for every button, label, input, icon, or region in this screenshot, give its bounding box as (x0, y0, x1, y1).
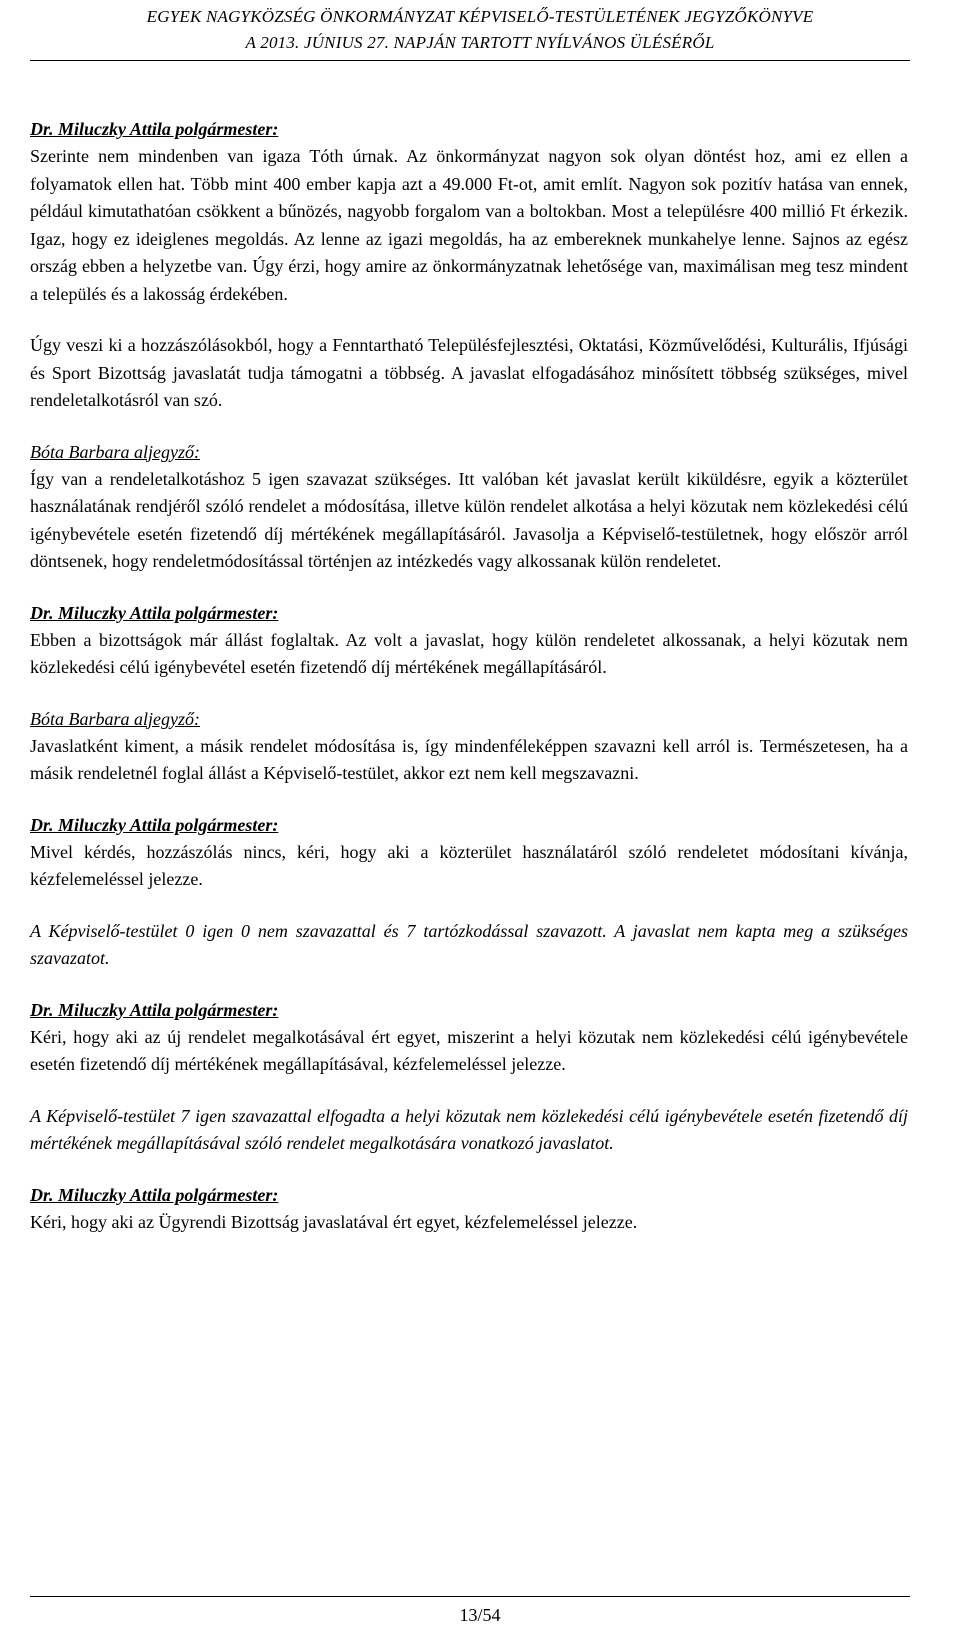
speaker-label: Dr. Miluczky Attila polgármester: (30, 814, 279, 835)
paragraph-text: Javaslatként kiment, a másik rendelet módosítása is, így mindenféleképpen szavazni kell arról is. Természetesen, ha a másik rendeletnél foglal állást a Képviselő-testület, akkor ezt nem kell megszavazni. (30, 735, 908, 783)
header-divider (30, 60, 910, 61)
paragraph-text: Mivel kérdés, hozzászólás nincs, kéri, hogy aki a közterület használatáról szóló rendeletet módosítani kívánja, kézfelemeléssel jelezze. (30, 841, 908, 889)
transcript-block (30, 600, 908, 682)
speaker-label: Dr. Miluczky Attila polgármester: (30, 999, 279, 1020)
footer-divider (30, 1596, 910, 1597)
speaker-label: Dr. Miluczky Attila polgármester: (30, 1184, 279, 1205)
speaker-label: Bóta Barbara aljegyző: (30, 441, 200, 462)
transcript-block (30, 997, 908, 1079)
resolution-text: A Képviselő-testület 7 igen szavazattal elfogadta a helyi közutak nem közlekedési célú igénybevétele esetén fizetendő díj mértékének megállapításával szóló rendelet megalkotására vonatkozó javaslatot. (30, 1105, 908, 1153)
speaker-label: Dr. Miluczky Attila polgármester: (30, 119, 279, 139)
transcript-block (30, 439, 908, 576)
page-number: 13/54 (459, 1605, 501, 1625)
header-title-line: EGYEK NAGYKÖZSÉG ÖNKORMÁNYZAT KÉPVISELŐ-TESTÜLETÉNEK JEGYZŐKÖNYVE (146, 7, 814, 26)
header-subtitle-line: A 2013. JÚNIUS 27. NAPJÁN TARTOTT NYÍLVÁNOS ÜLÉSÉRŐL (245, 33, 715, 52)
transcript-block (30, 1182, 908, 1237)
document-header (0, 4, 960, 56)
paragraph-text: Kéri, hogy aki az Ügyrendi Bizottság javaslatával ért egyet, kézfelemeléssel jelezze. (30, 1211, 638, 1232)
paragraph-text: Kéri, hogy aki az új rendelet megalkotásával ért egyet, miszerint a helyi közutak nem közlekedési célú igénybevétele esetén fizetendő díj mértékének megállapításával, kézfelemeléssel jelezze. (30, 1026, 908, 1074)
resolution-text: A Képviselő-testület 0 igen 0 nem szavazattal és 7 tartózkodással szavazott. A javaslat nem kapta meg a szükséges szavazatot. (30, 920, 908, 968)
paragraph-text: Úgy veszi ki a hozzászólásokból, hogy a Fenntartható Településfejlesztési, Oktatási, Közművelődési, Kulturális, Ifjúsági és Sport Bizottság javaslatát tudja támogatni a többség. A javaslat elfogadásához minősített többség szükséges, mivel rendeletalkotásról van szó. (30, 335, 908, 410)
transcript-block (30, 812, 908, 894)
paragraph-text: Szerinte nem mindenben van igaza Tóth úrnak. Az önkormányzat nagyon sok olyan döntést hoz, ami ez ellen a folyamatok ellen hat. Több mint 400 ember kapja azt a 49.000 Ft-ot, amit említ. Nagyon sok pozitív hatása van ennek, például kimutathatóan csökkent a bűnözés, nagyobb forgalom van a boltokban. Most a településre 400 millió Ft érkezik. Igaz, hogy ez ideiglenes megoldás. Az lenne az igazi megoldás, ha az embereknek munkahelye lenne. Sajnos az egész ország ebben a helyzetbe van. Úgy érzi, hogy amire az önkormányzatnak lehetősége van, maximálisan meg tesz mindent a település és a lakosság érdekében. (30, 146, 908, 304)
paragraph-text: Ebben a bizottságok már állást foglaltak. Az volt a javaslat, hogy külön rendeletet alkossanak, a helyi közutak nem közlekedési célú igénybevétel esetén fizetendő díj mértékének megállapításáról. (30, 629, 908, 677)
transcript-block (30, 706, 908, 788)
speaker-label: Dr. Miluczky Attila polgármester: (30, 602, 279, 623)
transcript-block (30, 918, 908, 973)
transcript-block (30, 332, 908, 415)
speaker-label: Bóta Barbara aljegyző: (30, 708, 200, 729)
transcript-block (30, 116, 908, 308)
transcript-block (30, 1103, 908, 1158)
document-body (30, 116, 908, 1260)
paragraph-text: Így van a rendeletalkotáshoz 5 igen szavazat szükséges. Itt valóban két javaslat került kiküldésre, egyik a közterület használatának rendjéről szóló rendelet a módosítása, illetve külön rendelet alkotása a helyi közutak nem közlekedési célú igénybevétele esetén fizetendő díj mértékének megállapításáról. Javasolja a Képviselő-testületnek, hogy először arról döntsenek, hogy rendeletmódosítással történjen az intézkedés vagy alkossanak külön rendeletet. (30, 468, 908, 571)
